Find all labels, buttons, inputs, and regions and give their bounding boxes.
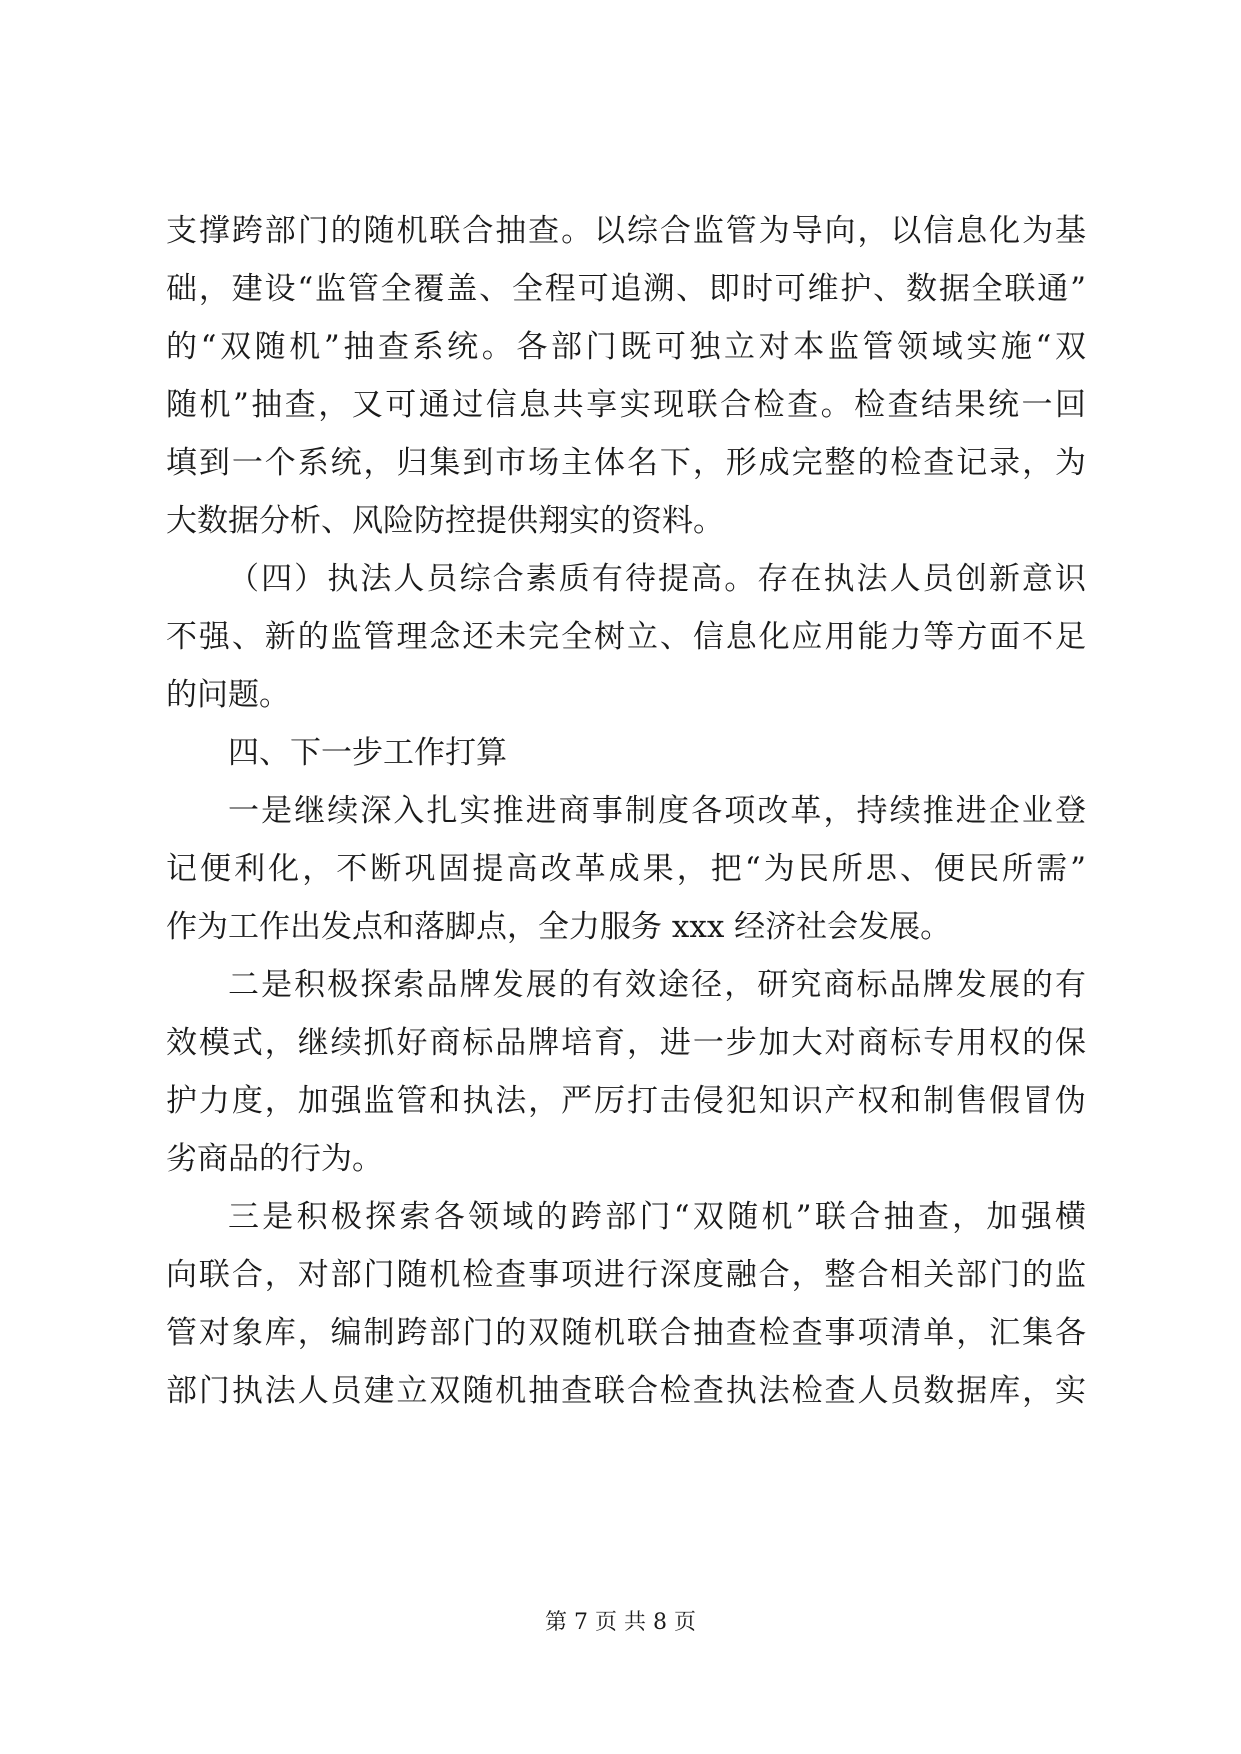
paragraph-line: 填到一个系统，归集到市场主体名下，形成完整的检查记录，为	[166, 445, 1086, 481]
paragraph-line: 础，建设“监管全覆盖、全程可追溯、即时可维护、数据全联通”	[166, 271, 1086, 307]
section-heading: 四、下一步工作打算	[228, 735, 507, 771]
paragraph-line: 的“双随机”抽查系统。各部门既可独立对本监管领域实施“双	[166, 329, 1086, 365]
paragraph-line: 部门执法人员建立双随机抽查联合检查执法检查人员数据库，实	[166, 1373, 1086, 1409]
paragraph-line: 随机”抽查，又可通过信息共享实现联合检查。检查结果统一回	[166, 387, 1086, 423]
paragraph-line: 记便利化，不断巩固提高改革成果，把“为民所思、便民所需”	[166, 851, 1086, 887]
paragraph-line: 向联合，对部门随机检查事项进行深度融合，整合相关部门的监	[166, 1257, 1086, 1293]
paragraph-line: 作为工作出发点和落脚点，全力服务 xxx 经济社会发展。	[166, 909, 952, 945]
paragraph-line: 三是积极探索各领域的跨部门“双随机”联合抽查，加强横	[228, 1199, 1086, 1235]
paragraph-line: 护力度，加强监管和执法，严厉打击侵犯知识产权和制售假冒伪	[166, 1083, 1086, 1119]
paragraph-line: 不强、新的监管理念还未完全树立、信息化应用能力等方面不足	[166, 619, 1086, 655]
paragraph-line: 一是继续深入扎实推进商事制度各项改革，持续推进企业登	[228, 793, 1086, 829]
paragraph-line: 效模式，继续抓好商标品牌培育，进一步加大对商标专用权的保	[166, 1025, 1086, 1061]
paragraph-line: 二是积极探索品牌发展的有效途径，研究商标品牌发展的有	[228, 967, 1086, 1003]
paragraph-line: 大数据分析、风险防控提供翔实的资料。	[166, 503, 724, 539]
paragraph-line: （四）执法人员综合素质有待提高。存在执法人员创新意识	[228, 561, 1086, 597]
paragraph-line: 支撑跨部门的随机联合抽查。以综合监管为导向，以信息化为基	[166, 213, 1086, 249]
paragraph-line: 劣商品的行为。	[166, 1141, 383, 1177]
paragraph-line: 的问题。	[166, 677, 290, 713]
page-number-footer: 第 7 页 共 8 页	[545, 1610, 696, 1635]
paragraph-line: 管对象库，编制跨部门的双随机联合抽查检查事项清单，汇集各	[166, 1315, 1086, 1351]
